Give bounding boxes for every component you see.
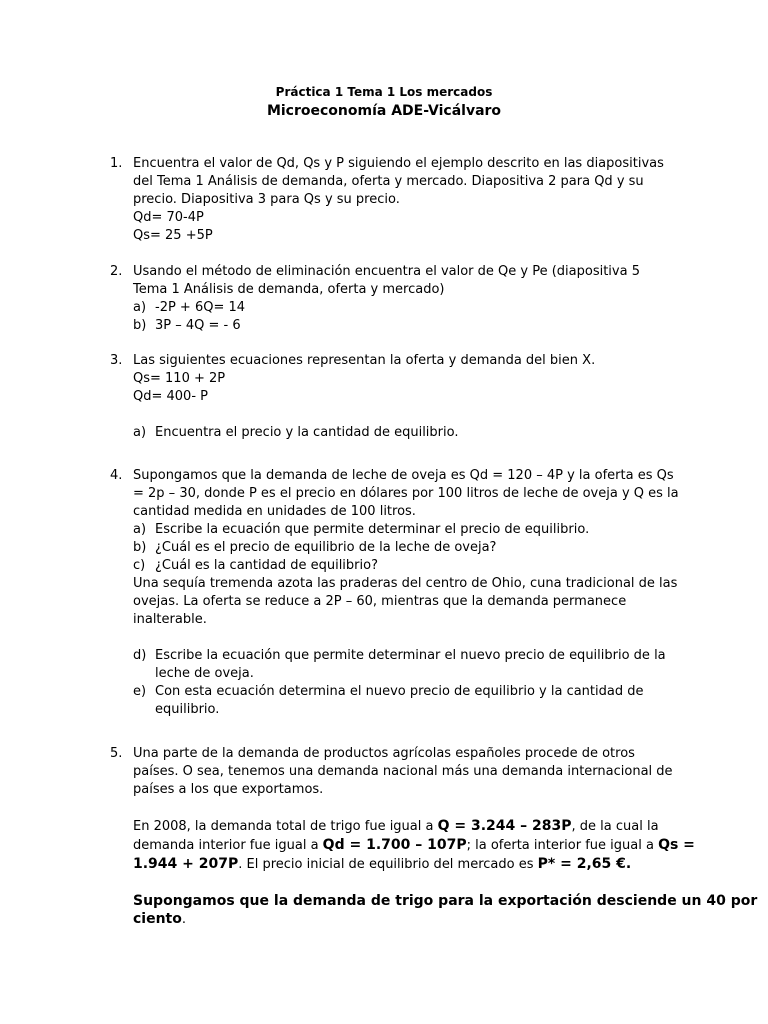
question-text: cantidad medida en unidades de 100 litros. [133, 504, 416, 519]
equilibrium-price: P* = 2,65 €. [537, 856, 632, 872]
text: demanda interior fue igual a [133, 838, 323, 853]
sub-item-label: d) [133, 648, 147, 663]
question-text: países a los que exportamos. [133, 782, 324, 797]
sub-item-label: a) [133, 522, 147, 537]
text: . El precio inicial de equilibrio del mercado es [238, 857, 538, 872]
question-3 [110, 352, 660, 442]
paragraph-export-drop [133, 892, 758, 929]
question-5 [110, 745, 758, 929]
equation-qd: Qd= 400- P [133, 389, 208, 404]
question-text: inalterable. [133, 612, 207, 627]
bold-text: Supongamos que la demanda de trigo para la exportación desciende un 40 por [133, 893, 758, 909]
sub-item-b [133, 539, 660, 557]
text: En 2008, la demanda total de trigo fue igual a [133, 819, 438, 834]
sub-item-text: equilibrio. [155, 702, 220, 717]
equation-qs: Qs= 25 +5P [133, 228, 213, 243]
question-text: Usando el método de eliminación encuentra el valor de Qe y Pe (diapositiva 5 [133, 264, 640, 279]
document-title: Práctica 1 Tema 1 Los mercados [275, 85, 493, 99]
sub-item-a [133, 424, 660, 442]
question-number: 3. [110, 353, 123, 368]
question-text: Supongamos que la demanda de leche de oveja es Qd = 120 – 4P y la oferta es Qs [133, 468, 674, 483]
question-text: Una sequía tremenda azota las praderas del centro de Ohio, cuna tradicional de las [133, 576, 678, 591]
text: , de la cual la [571, 819, 659, 834]
bold-text: ciento [133, 911, 182, 927]
sub-item-a [133, 299, 660, 317]
sub-item-text: leche de oveja. [155, 666, 254, 681]
question-text: Tema 1 Análisis de demanda, oferta y mercado) [133, 282, 445, 297]
question-text: ovejas. La oferta se reduce a 2P – 60, mientras que la demanda permanece [133, 594, 627, 609]
equation-supply: 1.944 + 207P [133, 856, 239, 872]
question-text: precio. Diapositiva 3 para Qs y su precio. [133, 192, 400, 207]
sub-item-text: Escribe la ecuación que permite determinar el precio de equilibrio. [155, 522, 590, 537]
equation-supply-label: Qs = [658, 837, 695, 853]
question-text: del Tema 1 Análisis de demanda, oferta y mercado. Diapositiva 2 para Qd y su [133, 174, 644, 189]
equation-total-demand: Q = 3.244 – 283P [437, 818, 572, 834]
text: . [181, 912, 187, 927]
question-text: países. O sea, tenemos una demanda nacional más una demanda internacional de [133, 764, 673, 779]
sub-item-label: b) [133, 540, 147, 555]
question-4 [110, 467, 679, 719]
question-text: Encuentra el valor de Qd, Qs y P siguiendo el ejemplo descrito en las diapositivas [133, 156, 664, 171]
question-number: 5. [110, 746, 123, 761]
sub-item-text: Con esta ecuación determina el nuevo precio de equilibrio y la cantidad de [155, 684, 644, 699]
sub-item-label: e) [133, 684, 147, 699]
sub-item-text: Encuentra el precio y la cantidad de equilibrio. [155, 425, 459, 440]
question-number: 2. [110, 264, 123, 279]
equation-qs: Qs= 110 + 2P [133, 371, 226, 386]
sub-item-label: b) [133, 318, 147, 333]
sub-item-d [133, 647, 666, 683]
sub-item-label: a) [133, 300, 147, 315]
question-number: 4. [110, 468, 123, 483]
document-subtitle: Microeconomía ADE-Vicálvaro [266, 103, 502, 119]
sub-item-b [133, 317, 660, 335]
sub-item-e [133, 683, 660, 719]
question-2 [110, 263, 660, 335]
sub-item-label: c) [133, 558, 146, 573]
equation-qd: Qd= 70-4P [133, 210, 204, 225]
sub-item-text: -2P + 6Q= 14 [155, 300, 246, 315]
sub-item-text: Escribe la ecuación que permite determinar el nuevo precio de equilibrio de la [155, 648, 666, 663]
paragraph-wheat-demand [133, 817, 695, 874]
sub-item-a [133, 521, 660, 539]
question-text: Las siguientes ecuaciones representan la oferta y demanda del bien X. [133, 353, 596, 368]
text: ; la oferta interior fue igual a [466, 838, 659, 853]
question-number: 1. [110, 156, 123, 171]
question-1 [110, 155, 664, 245]
sub-item-c [133, 557, 660, 575]
equation-domestic-demand: Qd = 1.700 – 107P [322, 837, 467, 853]
sub-item-text: ¿Cuál es el precio de equilibrio de la leche de oveja? [155, 540, 497, 555]
question-text: = 2p – 30, donde P es el precio en dólares por 100 litros de leche de oveja y Q es la [133, 486, 679, 501]
question-text: Una parte de la demanda de productos agrícolas españoles procede de otros [133, 746, 635, 761]
sub-item-label: a) [133, 425, 147, 440]
sub-item-text: 3P – 4Q = - 6 [155, 318, 241, 333]
sub-item-text: ¿Cuál es la cantidad de equilibrio? [155, 558, 378, 573]
